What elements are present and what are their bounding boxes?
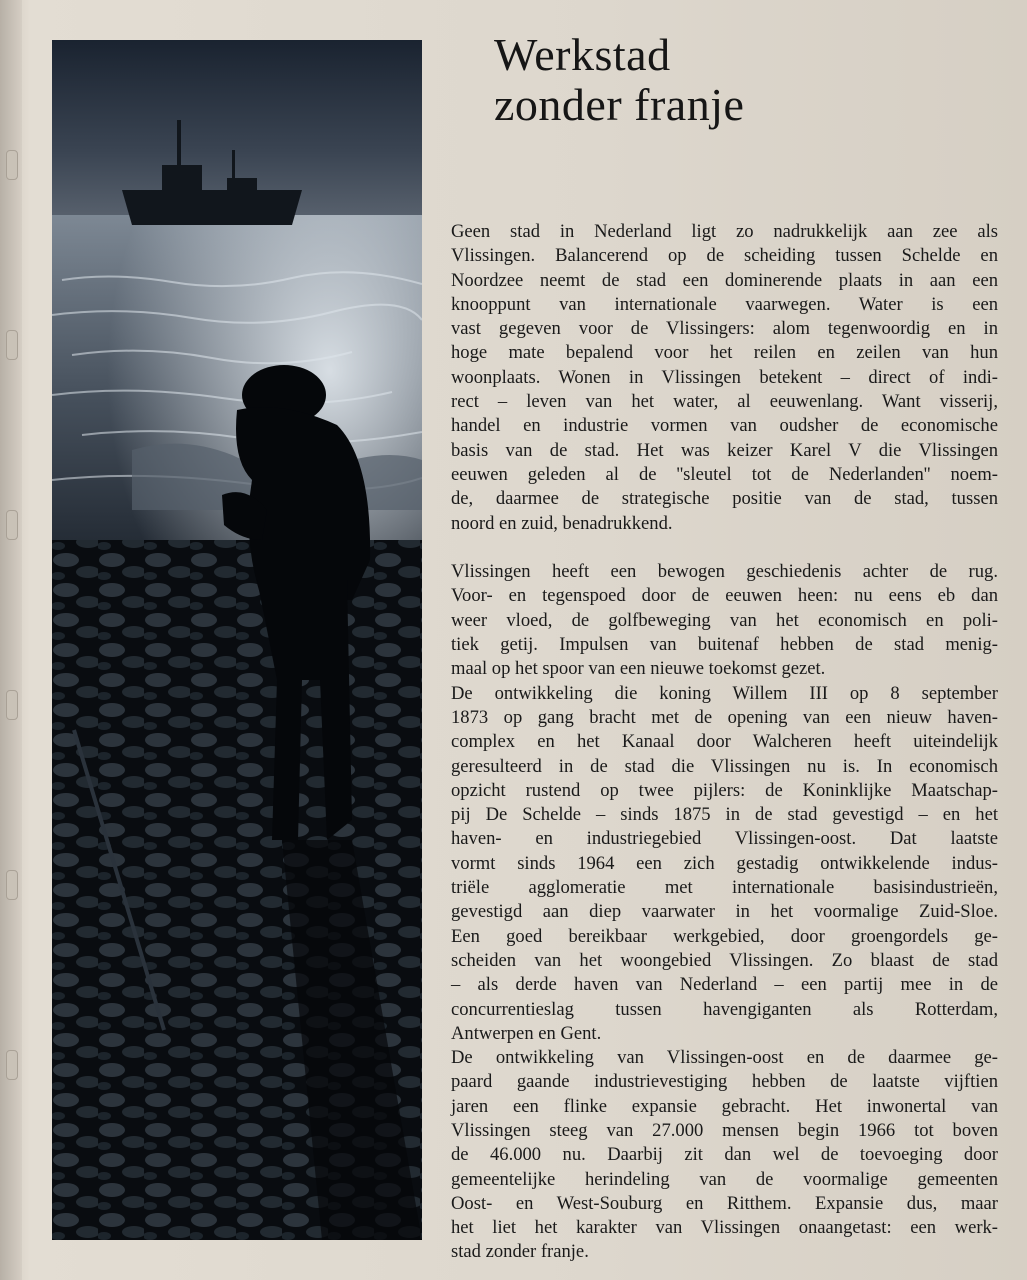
text-line: 1873 op gang bracht met de opening van een nieuw haven- <box>451 706 998 728</box>
text-line: rect – leven van het water, al eeuwenlang. Want visserij, <box>451 391 998 413</box>
text-line: complex en het Kanaal door Walcheren heeft uiteindelijk <box>451 731 998 753</box>
text-line: weer vloed, de golfbeweging van het economisch en poli- <box>451 609 998 631</box>
text-line: scheiden van het woongebied Vlissingen. Zo blaast de stad <box>451 949 998 971</box>
text-line: de 46.000 nu. Daarbij zit dan wel de toevoeging door <box>451 1144 998 1166</box>
text-line: Antwerpen en Gent. <box>451 1022 602 1044</box>
text-line: – als derde haven van Nederland – een partij mee in de <box>451 974 998 996</box>
text-line: noord en zuid, benadrukkend. <box>451 512 673 534</box>
page-title <box>494 30 974 130</box>
binding-hole <box>6 870 18 900</box>
text-line: maal op het spoor van een nieuwe toekomst gezet. <box>451 658 826 680</box>
binding-hole <box>6 690 18 720</box>
text-line: eeuwen geleden al de ''sleutel tot de Nederlanden'' noem- <box>451 463 998 485</box>
text-line: De ontwikkeling die koning Willem III op 8 september <box>451 682 998 704</box>
text-line: de, daarmee de strategische positie van de stad, tussen <box>451 488 998 510</box>
text-line: Geen stad in Nederland ligt zo nadrukkelijk aan zee als <box>451 221 998 242</box>
text-line: basis van de stad. Het was keizer Karel V die Vlissingen <box>451 439 998 461</box>
text-line: opzicht rustend op twee pijlers: de Koninklijke Maatschap- <box>451 779 998 801</box>
text-line: Voor- en tegenspoed door de eeuwen heen: nu eens eb dan <box>451 585 998 607</box>
text-line: handel en industrie vormen van oudsher de economische <box>451 415 998 437</box>
text-line: De ontwikkeling van Vlissingen-oost en de daarmee ge- <box>451 1047 998 1069</box>
text-line: knooppunt van internationale vaarwegen. Water is een <box>451 293 998 315</box>
text-line: Noordzee neemt de stad een dominerende plaats in aan een <box>451 269 998 291</box>
binding-hole <box>6 330 18 360</box>
spiral-binding <box>0 0 22 1280</box>
text-line: haven- en industriegebied Vlissingen-oost. Dat laatste <box>451 828 998 850</box>
text-line: vast gegeven voor de Vlissingers: alom tegenwoordig en in <box>451 318 998 340</box>
text-line: tiek getij. Impulsen van buitenaf hebben de stad menig- <box>451 634 998 656</box>
text-line: Vlissingen steeg van 27.000 mensen begin 1966 tot boven <box>451 1119 998 1141</box>
text-line: concurrentieslag tussen havengiganten als Rotterdam, <box>451 998 998 1020</box>
text-line: stad zonder franje. <box>451 1241 589 1263</box>
text-line: hoge mate bepalend voor het reilen en zeilen van hun <box>451 342 998 364</box>
text-line: woonplaats. Wonen in Vlissingen betekent – direct of indi- <box>451 366 998 388</box>
text-line: paard gaande industrievestiging hebben de laatste vijftien <box>451 1071 998 1093</box>
text-line: jaren een flinke expansie gebracht. Het inwonertal van <box>451 1095 998 1117</box>
text-line: pij De Schelde – sinds 1875 in de stad gevestigd – en het <box>451 804 998 826</box>
text-line: Oost- en West-Souburg en Ritthem. Expansie dus, maar <box>451 1192 998 1214</box>
text-line: Vlissingen. Balancerend op de scheiding tussen Schelde en <box>451 245 998 267</box>
text-line: Vlissingen heeft een bewogen geschiedenis achter de rug. <box>451 561 998 583</box>
body-text <box>451 220 998 1265</box>
text-line: vormt sinds 1964 een zich gestadig ontwikkelende indus- <box>451 852 998 874</box>
text-line: triële agglomeratie met internationale basisindustrieën, <box>451 877 998 899</box>
text-line: Een goed bereikbaar werkgebied, door groengordels ge- <box>451 925 998 947</box>
title-line: Werkstad <box>494 29 671 80</box>
photo-silhouette-at-sea <box>52 40 422 1240</box>
title-line: zonder franje <box>494 79 745 130</box>
text-line: gemeentelijke herindeling van de voormalige gemeenten <box>451 1168 998 1190</box>
text-line: het liet het karakter van Vlissingen onaangetast: een werk- <box>451 1217 998 1239</box>
binding-hole <box>6 1050 18 1080</box>
text-line: geresulteerd in de stad die Vlissingen nu is. In economisch <box>451 755 998 777</box>
text-line: gevestigd aan diep vaarwater in het voormalige Zuid-Sloe. <box>451 901 998 923</box>
binding-hole <box>6 510 18 540</box>
binding-hole <box>6 150 18 180</box>
paragraph-gap <box>451 536 998 560</box>
